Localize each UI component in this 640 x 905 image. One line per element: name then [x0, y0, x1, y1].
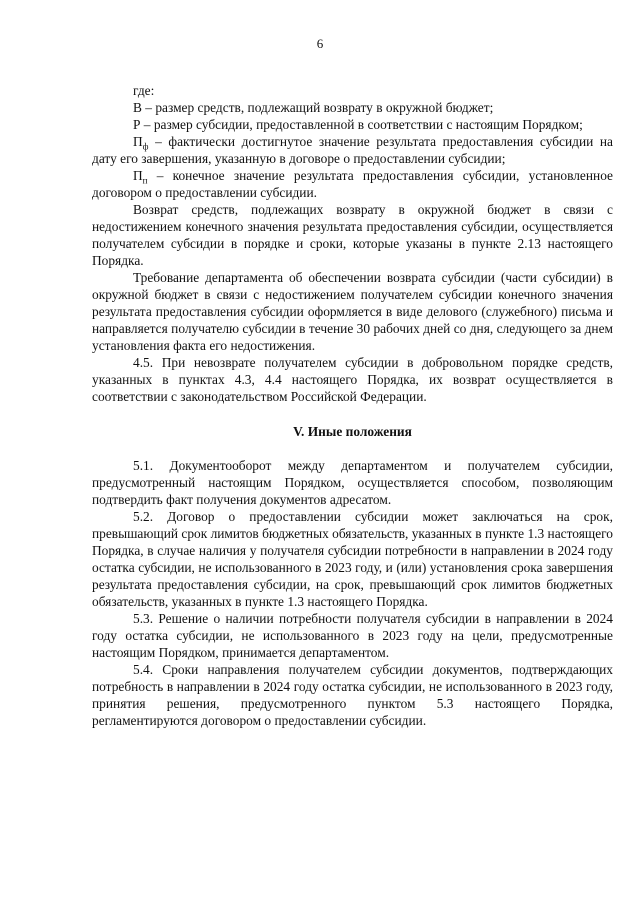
definition-pf-text: – фактически достигнутое значение результата предоставления субсидии на дату его завершения, указанную в договоре о предоставлении субсидии;	[92, 134, 613, 166]
symbol-pp: П	[133, 168, 143, 183]
page-number: 6	[316, 36, 324, 51]
symbol-b: В	[133, 100, 142, 115]
section-title: V. Иные положения	[293, 424, 412, 439]
definition-b-text: – размер средств, подлежащий возврату в окружной бюджет;	[141, 100, 494, 115]
paragraph-refund-procedure: Возврат средств, подлежащих возврату в окружной бюджет в связи с недостижением конечного значения результата предоставления субсидии, осуществляется получателем субсидии в порядке и сроки, которые указаны в пункте 2.13 настоящего Порядка.	[92, 202, 613, 268]
definition-r-text: – размер субсидии, предоставленной в соответствии с настоящим Порядком;	[140, 117, 583, 132]
paragraph-refund-requirement: Требование департамента об обеспечении возврата субсидии (части субсидии) в окружной бюджет в связи с недостижением получателем субсидии конечного значения результата предоставления субсидии оформляется в виде делового (служебного) письма и направляется получателю субсидии в течение 30 рабочих дней со дня, следующего за днем установления факта его недостижения.	[92, 270, 613, 353]
symbol-pf-subscript: ф	[142, 141, 149, 152]
paragraph-5-2: 5.2. Договор о предоставлении субсидии может заключаться на срок, превышающий срок лимитов бюджетных обязательств, указанных в пункте 1.3 настоящего Порядка, в случае наличия у получателя субсидии потребности в направлении в 2024 году остатка субсидии, не использованного в 2023 году, и (или) установления срока завершения результата предоставления субсидии, на срок, превышающий срок лимитов бюджетных обязательств, указанных в пункте 1.3 настоящего Порядка.	[92, 509, 613, 609]
paragraph-5-3: 5.3. Решение о наличии потребности получателя субсидии в направлении в 2024 году остатка субсидии, не использованного в 2023 году на цели, предусмотренные настоящим Порядком, принимается департаментом.	[92, 611, 613, 660]
paragraph-5-1: 5.1. Документооборот между департаментом и получателем субсидии, предусмотренный настоящим Порядком, осуществляется способом, позволяющим подтвердить факт получения документов адресатом.	[92, 458, 613, 507]
document-body	[92, 82, 613, 729]
symbol-pf: П	[133, 134, 143, 149]
definition-r	[92, 116, 613, 133]
definition-pp	[92, 167, 613, 201]
definition-pf	[92, 133, 613, 167]
paragraph-4-5: 4.5. При невозврате получателем субсидии в добровольном порядке средств, указанных в пунктах 4.3, 4.4 настоящего Порядка, их возврат осуществляется в соответствии с законодательством Российской Федерации.	[92, 355, 613, 404]
paragraph-5-4: 5.4. Сроки направления получателем субсидии документов, подтверждающих потребность в направлении в 2024 году остатка субсидии, не использованного в 2023 году, принятия решения, предусмотренного пунктом 5.3 настоящего Порядка, регламентируются договором о предоставлении субсидии.	[92, 662, 613, 728]
where-label: где:	[133, 83, 155, 98]
symbol-r: Р	[133, 117, 141, 132]
symbol-pp-subscript: п	[142, 175, 148, 186]
definition-pp-text: – конечное значение результата предоставления субсидии, установленное договором о предоставлении субсидии.	[92, 168, 613, 200]
definition-b	[92, 99, 613, 116]
